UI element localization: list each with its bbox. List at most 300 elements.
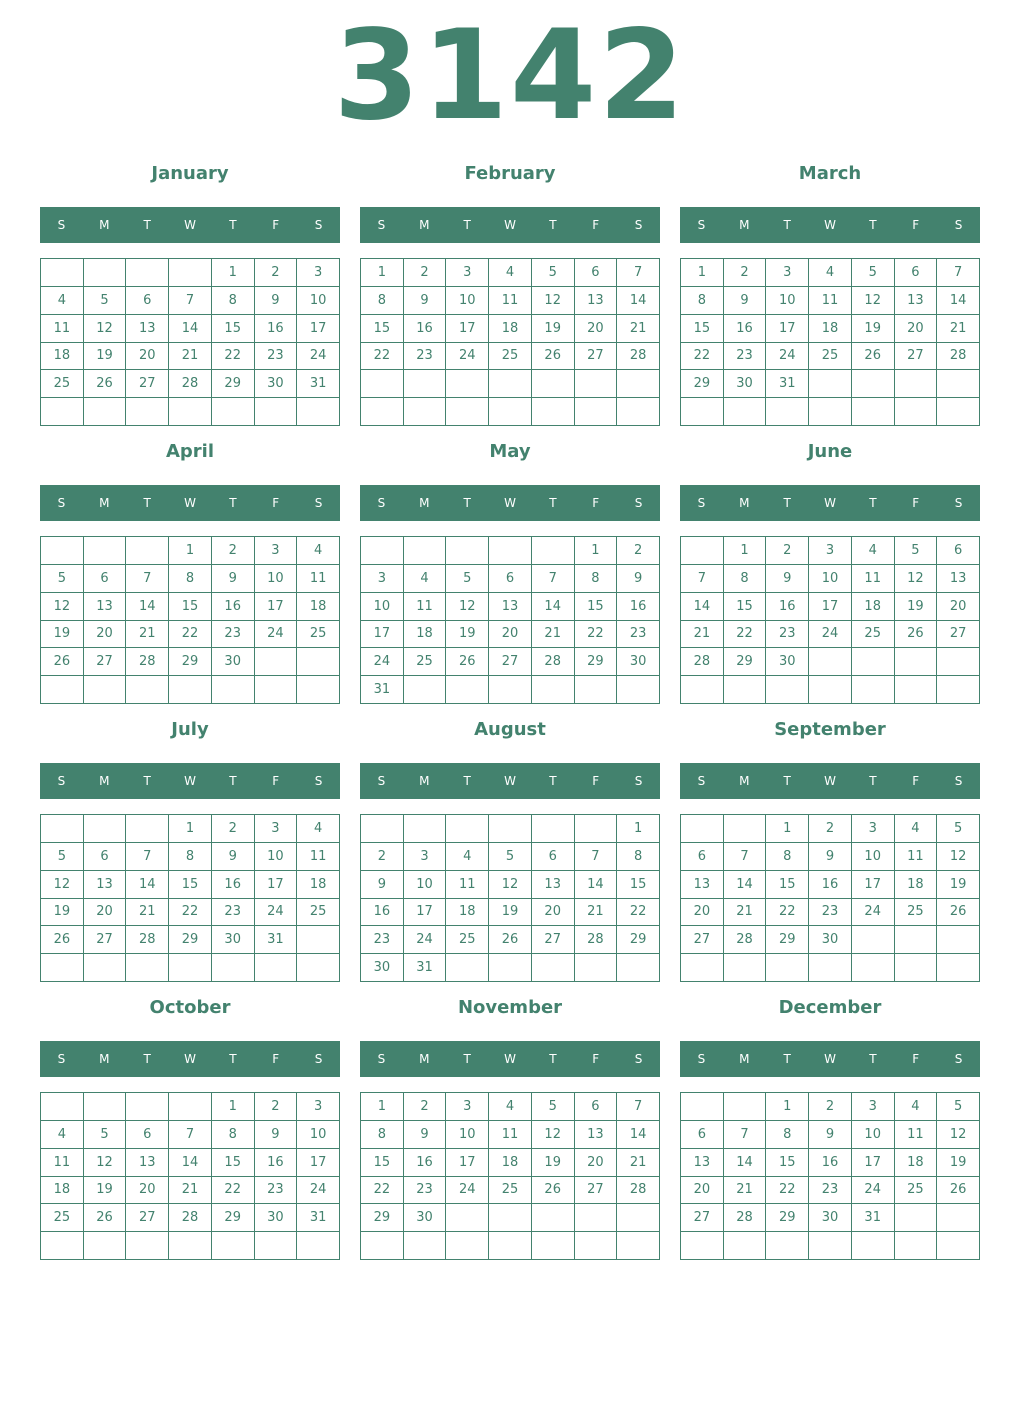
day-cell: 4 (404, 565, 447, 593)
day-cell: 13 (681, 1149, 724, 1177)
day-cell: 29 (766, 926, 809, 954)
empty-day-cell (724, 676, 767, 704)
day-cell: 1 (169, 815, 212, 843)
day-cell: 21 (532, 621, 575, 649)
day-cell: 10 (809, 565, 852, 593)
day-cell: 25 (404, 648, 447, 676)
day-cell: 21 (126, 621, 169, 649)
day-cell: 5 (937, 1093, 980, 1121)
empty-day-cell (404, 676, 447, 704)
day-cell: 20 (84, 899, 127, 927)
day-cell: 1 (575, 537, 618, 565)
empty-day-cell (169, 1093, 212, 1121)
day-cell: 25 (41, 1204, 84, 1232)
day-grid (680, 536, 980, 704)
day-cell: 11 (809, 287, 852, 315)
day-cell: 18 (41, 1177, 84, 1205)
weekday-label: S (634, 774, 643, 788)
day-cell: 5 (489, 843, 532, 871)
day-cell: 4 (895, 1093, 938, 1121)
day-cell: 23 (724, 343, 767, 371)
day-cell: 12 (532, 287, 575, 315)
weekday-label: F (272, 774, 280, 788)
day-cell: 26 (937, 899, 980, 927)
day-cell: 4 (41, 1121, 84, 1149)
day-cell: 2 (404, 1093, 447, 1121)
day-cell: 20 (681, 899, 724, 927)
day-cell: 17 (297, 315, 340, 343)
day-cell: 29 (169, 926, 212, 954)
month-january (40, 154, 340, 426)
day-cell: 12 (41, 871, 84, 899)
weekday-label: T (463, 496, 471, 510)
day-cell: 11 (404, 593, 447, 621)
empty-day-cell (212, 1232, 255, 1260)
weekday-label: S (314, 774, 323, 788)
weekday-label: F (592, 1052, 600, 1066)
day-cell: 28 (617, 343, 660, 371)
day-cell: 19 (446, 621, 489, 649)
weekday-label: T (869, 1052, 877, 1066)
day-cell: 7 (169, 287, 212, 315)
empty-day-cell (489, 815, 532, 843)
empty-day-cell (895, 676, 938, 704)
empty-day-cell (84, 537, 127, 565)
day-cell: 4 (489, 1093, 532, 1121)
month-july (40, 710, 340, 982)
day-cell: 17 (446, 315, 489, 343)
day-cell: 30 (724, 370, 767, 398)
day-cell: 13 (84, 871, 127, 899)
day-cell: 3 (255, 537, 298, 565)
weekday-label: T (463, 774, 471, 788)
day-cell: 2 (404, 259, 447, 287)
day-cell: 1 (724, 537, 767, 565)
day-cell: 17 (809, 593, 852, 621)
day-cell: 26 (84, 370, 127, 398)
day-cell: 1 (766, 815, 809, 843)
weekday-label: M (739, 774, 750, 788)
empty-day-cell (532, 815, 575, 843)
day-cell: 2 (212, 537, 255, 565)
day-cell: 1 (617, 815, 660, 843)
day-cell: 10 (404, 871, 447, 899)
day-cell: 5 (895, 537, 938, 565)
empty-day-cell (937, 648, 980, 676)
day-cell: 8 (617, 843, 660, 871)
day-cell: 16 (724, 315, 767, 343)
weekday-label: T (143, 218, 151, 232)
day-cell: 18 (446, 899, 489, 927)
weekday-label: S (954, 774, 963, 788)
weekday-label: M (99, 1052, 110, 1066)
weekday-label: F (272, 1052, 280, 1066)
day-cell: 24 (446, 343, 489, 371)
empty-day-cell (809, 676, 852, 704)
weekday-label: W (184, 1052, 196, 1066)
weekday-label: M (99, 496, 110, 510)
empty-day-cell (212, 954, 255, 982)
empty-day-cell (84, 1232, 127, 1260)
weekday-header (680, 1041, 980, 1077)
empty-day-cell (297, 398, 340, 426)
day-grid (360, 1092, 660, 1260)
day-cell: 21 (681, 621, 724, 649)
empty-day-cell (361, 537, 404, 565)
day-cell: 17 (361, 621, 404, 649)
day-cell: 9 (766, 565, 809, 593)
day-cell: 7 (126, 843, 169, 871)
empty-day-cell (126, 1093, 169, 1121)
day-cell: 1 (681, 259, 724, 287)
day-grid (360, 536, 660, 704)
day-cell: 14 (617, 287, 660, 315)
day-cell: 17 (255, 871, 298, 899)
day-cell: 20 (895, 315, 938, 343)
day-cell: 11 (297, 565, 340, 593)
empty-day-cell (84, 954, 127, 982)
day-cell: 10 (297, 1121, 340, 1149)
day-cell: 6 (575, 259, 618, 287)
day-cell: 17 (446, 1149, 489, 1177)
day-cell: 27 (681, 1204, 724, 1232)
day-cell: 14 (681, 593, 724, 621)
day-cell: 11 (41, 1149, 84, 1177)
weekday-label: S (57, 218, 66, 232)
day-cell: 15 (681, 315, 724, 343)
day-cell: 30 (255, 370, 298, 398)
day-cell: 28 (126, 926, 169, 954)
weekday-label: M (739, 496, 750, 510)
weekday-label: T (229, 496, 237, 510)
weekday-label: T (463, 1052, 471, 1066)
empty-day-cell (681, 537, 724, 565)
weekday-label: T (869, 774, 877, 788)
weekday-label: T (229, 1052, 237, 1066)
day-cell: 22 (212, 1177, 255, 1205)
day-cell: 12 (852, 287, 895, 315)
day-cell: 5 (532, 1093, 575, 1121)
day-grid (360, 258, 660, 426)
day-cell: 9 (404, 287, 447, 315)
empty-day-cell (937, 1204, 980, 1232)
weekday-label: W (504, 496, 516, 510)
day-cell: 9 (809, 843, 852, 871)
month-name: June (807, 441, 853, 462)
day-cell: 7 (724, 843, 767, 871)
month-august (360, 710, 660, 982)
day-cell: 14 (617, 1121, 660, 1149)
day-cell: 10 (255, 843, 298, 871)
day-cell: 11 (895, 843, 938, 871)
day-cell: 31 (852, 1204, 895, 1232)
day-cell: 5 (532, 259, 575, 287)
empty-day-cell (724, 1093, 767, 1121)
weekday-label: F (272, 496, 280, 510)
day-cell: 9 (212, 843, 255, 871)
weekday-label: W (504, 774, 516, 788)
empty-day-cell (255, 648, 298, 676)
empty-day-cell (575, 676, 618, 704)
weekday-header (40, 485, 340, 521)
empty-day-cell (852, 676, 895, 704)
day-cell: 23 (212, 899, 255, 927)
day-cell: 9 (212, 565, 255, 593)
month-name: September (774, 719, 886, 740)
empty-day-cell (852, 954, 895, 982)
day-cell: 3 (361, 565, 404, 593)
empty-day-cell (617, 954, 660, 982)
empty-day-cell (617, 1232, 660, 1260)
weekday-label: S (634, 1052, 643, 1066)
weekday-label: W (824, 1052, 836, 1066)
day-cell: 24 (255, 899, 298, 927)
day-cell: 16 (809, 871, 852, 899)
empty-day-cell (575, 370, 618, 398)
empty-day-cell (895, 648, 938, 676)
day-cell: 16 (212, 871, 255, 899)
empty-day-cell (169, 1232, 212, 1260)
weekday-label: S (954, 496, 963, 510)
day-cell: 23 (361, 926, 404, 954)
day-cell: 22 (169, 899, 212, 927)
weekday-label: S (57, 1052, 66, 1066)
empty-day-cell (446, 815, 489, 843)
day-cell: 19 (852, 315, 895, 343)
day-cell: 20 (532, 899, 575, 927)
day-cell: 30 (809, 1204, 852, 1232)
weekday-label: F (912, 496, 920, 510)
weekday-label: F (912, 774, 920, 788)
weekday-label: W (184, 496, 196, 510)
day-cell: 16 (404, 1149, 447, 1177)
day-cell: 20 (575, 315, 618, 343)
day-cell: 11 (489, 1121, 532, 1149)
empty-day-cell (766, 398, 809, 426)
day-cell: 6 (681, 1121, 724, 1149)
day-cell: 29 (361, 1204, 404, 1232)
day-cell: 16 (404, 315, 447, 343)
day-cell: 9 (404, 1121, 447, 1149)
weekday-label: T (783, 496, 791, 510)
day-cell: 22 (169, 621, 212, 649)
day-cell: 19 (41, 899, 84, 927)
day-cell: 23 (766, 621, 809, 649)
day-cell: 19 (937, 1149, 980, 1177)
day-cell: 22 (212, 343, 255, 371)
day-cell: 22 (361, 1177, 404, 1205)
empty-day-cell (575, 1204, 618, 1232)
empty-day-cell (489, 537, 532, 565)
day-cell: 8 (212, 1121, 255, 1149)
day-cell: 23 (404, 1177, 447, 1205)
day-cell: 12 (532, 1121, 575, 1149)
empty-day-cell (297, 676, 340, 704)
day-cell: 13 (575, 287, 618, 315)
day-cell: 13 (126, 1149, 169, 1177)
day-cell: 12 (937, 843, 980, 871)
day-cell: 30 (617, 648, 660, 676)
day-cell: 25 (895, 899, 938, 927)
month-name: December (778, 997, 882, 1018)
day-cell: 3 (446, 1093, 489, 1121)
empty-day-cell (297, 1232, 340, 1260)
day-cell: 8 (766, 1121, 809, 1149)
empty-day-cell (895, 398, 938, 426)
day-cell: 3 (852, 815, 895, 843)
day-cell: 15 (361, 1149, 404, 1177)
day-cell: 26 (84, 1204, 127, 1232)
weekday-header (680, 485, 980, 521)
day-cell: 7 (169, 1121, 212, 1149)
empty-day-cell (84, 259, 127, 287)
day-cell: 22 (681, 343, 724, 371)
day-cell: 22 (361, 343, 404, 371)
day-cell: 13 (532, 871, 575, 899)
day-cell: 3 (297, 259, 340, 287)
day-cell: 6 (126, 287, 169, 315)
empty-day-cell (255, 398, 298, 426)
day-cell: 25 (489, 1177, 532, 1205)
day-cell: 14 (169, 1149, 212, 1177)
month-november (360, 988, 660, 1260)
empty-day-cell (532, 676, 575, 704)
weekday-header (360, 763, 660, 799)
day-grid (360, 814, 660, 982)
weekday-header (680, 207, 980, 243)
day-cell: 12 (84, 315, 127, 343)
day-cell: 11 (297, 843, 340, 871)
empty-day-cell (84, 398, 127, 426)
empty-day-cell (681, 1093, 724, 1121)
weekday-label: S (634, 496, 643, 510)
day-cell: 9 (255, 1121, 298, 1149)
day-cell: 30 (361, 954, 404, 982)
empty-day-cell (404, 815, 447, 843)
day-cell: 7 (617, 259, 660, 287)
day-cell: 18 (404, 621, 447, 649)
day-cell: 27 (575, 343, 618, 371)
day-cell: 23 (212, 621, 255, 649)
day-cell: 25 (297, 621, 340, 649)
empty-day-cell (446, 370, 489, 398)
day-cell: 20 (681, 1177, 724, 1205)
empty-day-cell (126, 1232, 169, 1260)
day-cell: 12 (41, 593, 84, 621)
day-cell: 24 (766, 343, 809, 371)
empty-day-cell (41, 537, 84, 565)
month-name: August (474, 719, 546, 740)
empty-day-cell (169, 954, 212, 982)
empty-day-cell (532, 398, 575, 426)
day-cell: 30 (766, 648, 809, 676)
day-cell: 18 (489, 315, 532, 343)
weekday-header (680, 763, 980, 799)
day-cell: 5 (41, 565, 84, 593)
day-cell: 21 (617, 1149, 660, 1177)
day-cell: 3 (852, 1093, 895, 1121)
weekday-label: M (739, 218, 750, 232)
weekday-label: F (592, 774, 600, 788)
empty-day-cell (489, 398, 532, 426)
day-cell: 25 (41, 370, 84, 398)
day-cell: 18 (852, 593, 895, 621)
day-cell: 7 (532, 565, 575, 593)
day-cell: 26 (41, 926, 84, 954)
day-cell: 21 (937, 315, 980, 343)
empty-day-cell (617, 676, 660, 704)
day-cell: 25 (852, 621, 895, 649)
day-cell: 8 (575, 565, 618, 593)
day-cell: 2 (724, 259, 767, 287)
empty-day-cell (361, 1232, 404, 1260)
empty-day-cell (617, 1204, 660, 1232)
empty-day-cell (852, 370, 895, 398)
weekday-label: M (739, 1052, 750, 1066)
day-cell: 22 (766, 1177, 809, 1205)
day-cell: 27 (937, 621, 980, 649)
empty-day-cell (681, 398, 724, 426)
day-cell: 11 (895, 1121, 938, 1149)
day-cell: 2 (766, 537, 809, 565)
day-cell: 29 (575, 648, 618, 676)
day-cell: 10 (297, 287, 340, 315)
day-cell: 29 (212, 370, 255, 398)
day-cell: 4 (489, 259, 532, 287)
day-cell: 7 (617, 1093, 660, 1121)
day-cell: 25 (489, 343, 532, 371)
day-cell: 9 (724, 287, 767, 315)
empty-day-cell (212, 676, 255, 704)
day-cell: 7 (126, 565, 169, 593)
day-cell: 15 (361, 315, 404, 343)
day-cell: 17 (404, 899, 447, 927)
day-cell: 24 (297, 343, 340, 371)
day-cell: 27 (489, 648, 532, 676)
day-cell: 10 (766, 287, 809, 315)
day-cell: 26 (41, 648, 84, 676)
weekday-label: W (824, 774, 836, 788)
day-cell: 29 (681, 370, 724, 398)
empty-day-cell (575, 954, 618, 982)
empty-day-cell (532, 954, 575, 982)
weekday-label: T (143, 774, 151, 788)
day-cell: 26 (937, 1177, 980, 1205)
day-cell: 29 (169, 648, 212, 676)
day-cell: 12 (84, 1149, 127, 1177)
day-cell: 3 (809, 537, 852, 565)
empty-day-cell (937, 676, 980, 704)
weekday-label: S (57, 496, 66, 510)
month-name: May (489, 441, 531, 462)
day-cell: 3 (766, 259, 809, 287)
day-cell: 6 (489, 565, 532, 593)
month-name: February (464, 163, 556, 184)
weekday-label: S (634, 218, 643, 232)
weekday-header (40, 1041, 340, 1077)
weekday-label: T (549, 496, 557, 510)
day-cell: 2 (255, 259, 298, 287)
day-cell: 13 (937, 565, 980, 593)
day-cell: 29 (724, 648, 767, 676)
empty-day-cell (404, 1232, 447, 1260)
empty-day-cell (681, 954, 724, 982)
day-cell: 11 (41, 315, 84, 343)
empty-day-cell (895, 370, 938, 398)
day-grid (40, 814, 340, 982)
weekday-header (40, 207, 340, 243)
day-cell: 28 (532, 648, 575, 676)
